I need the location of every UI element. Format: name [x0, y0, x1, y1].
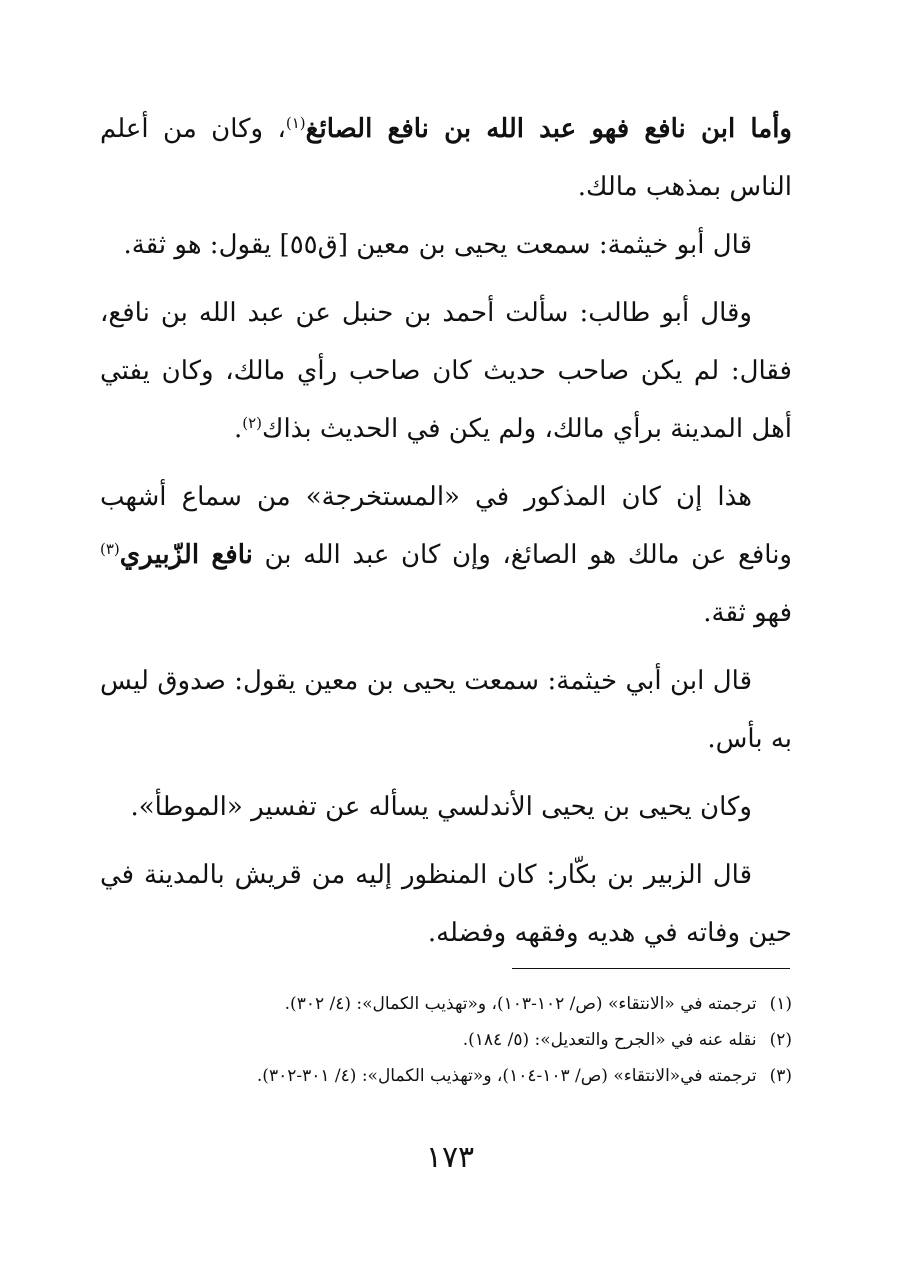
paragraph-text: فهو ثقة. — [703, 598, 792, 628]
footnote-1 — [100, 986, 792, 1022]
footnote-2 — [100, 1022, 792, 1058]
footnote-ref-1[interactable]: (١) — [285, 114, 306, 132]
footnote-text: ترجمته في«الانتقاء» (ص/ ١٠٣-١٠٤)، و«تهذيب الكمال»: (٤/ ٣٠١-٣٠٢). — [256, 1066, 757, 1086]
paragraph-yahya-andalusi — [100, 778, 792, 836]
footnote-3 — [100, 1058, 792, 1094]
paragraph-text: وقال أبو طالب: سألت أحمد بن حنبل عن عبد الله بن نافع، فقال: لم يكن صاحب حديث كان صاحب رأي مالك، وكان يفتي أهل المدينة برأي مالك، ولم يكن في الحديث بذاك — [100, 298, 792, 444]
footnote-ref-2[interactable]: (٢) — [242, 414, 263, 432]
paragraph-ibn-nafi — [100, 100, 792, 216]
footnote-number: (١) — [769, 994, 792, 1014]
paragraph-zubayr-bakkar — [100, 846, 792, 962]
paragraph-mustakhraja — [100, 468, 792, 642]
footnote-text: ترجمته في «الانتقاء» (ص/ ١٠٢-١٠٣)، و«تهذيب الكمال»: (٤/ ٣٠٢). — [284, 994, 757, 1014]
footnote-number: (٢) — [769, 1030, 792, 1050]
bold-lead-name: وأما ابن نافع فهو عبد الله بن نافع الصائغ — [305, 114, 792, 144]
bold-name-zubayri: نافع الزّبيري — [119, 540, 253, 570]
paragraph-abu-khaythama — [100, 216, 792, 274]
main-text — [100, 100, 792, 972]
footnotes — [100, 986, 792, 1094]
paragraph-abu-talib — [100, 284, 792, 458]
paragraph-text: قال ابن أبي خيثمة: سمعت يحيى بن معين يقول: صدوق ليس به بأس. — [100, 666, 792, 754]
paragraph-end: . — [233, 414, 243, 444]
footnote-divider — [512, 968, 790, 969]
footnote-number: (٣) — [769, 1066, 792, 1086]
paragraph-text: ، وكان من أعلم الناس بمذهب مالك. — [100, 114, 792, 202]
page-number: ١٧٣ — [425, 1140, 475, 1175]
paragraph-text: وكان يحيى بن يحيى الأندلسي يسأله عن تفسير «الموطأ». — [130, 792, 752, 822]
footnote-text: نقله عنه في «الجرح والتعديل»: (٥/ ١٨٤). — [462, 1030, 757, 1050]
paragraph-ibn-abi-khaythama — [100, 652, 792, 768]
paragraph-text: قال الزبير بن بكّار: كان المنظور إليه من قريش بالمدينة في حين وفاته في هديه وفقهه وفضله. — [100, 860, 792, 948]
paragraph-text: قال أبو خيثمة: سمعت يحيى بن معين [ق٥٥] يقول: هو ثقة. — [123, 230, 752, 260]
footnote-ref-3[interactable]: (٣) — [100, 540, 120, 558]
paragraph-text: هذا إن كان المذكور في «المستخرجة» من سماع أشهب ونافع عن مالك هو الصائغ، وإن كان عبد الله بن — [100, 482, 792, 570]
